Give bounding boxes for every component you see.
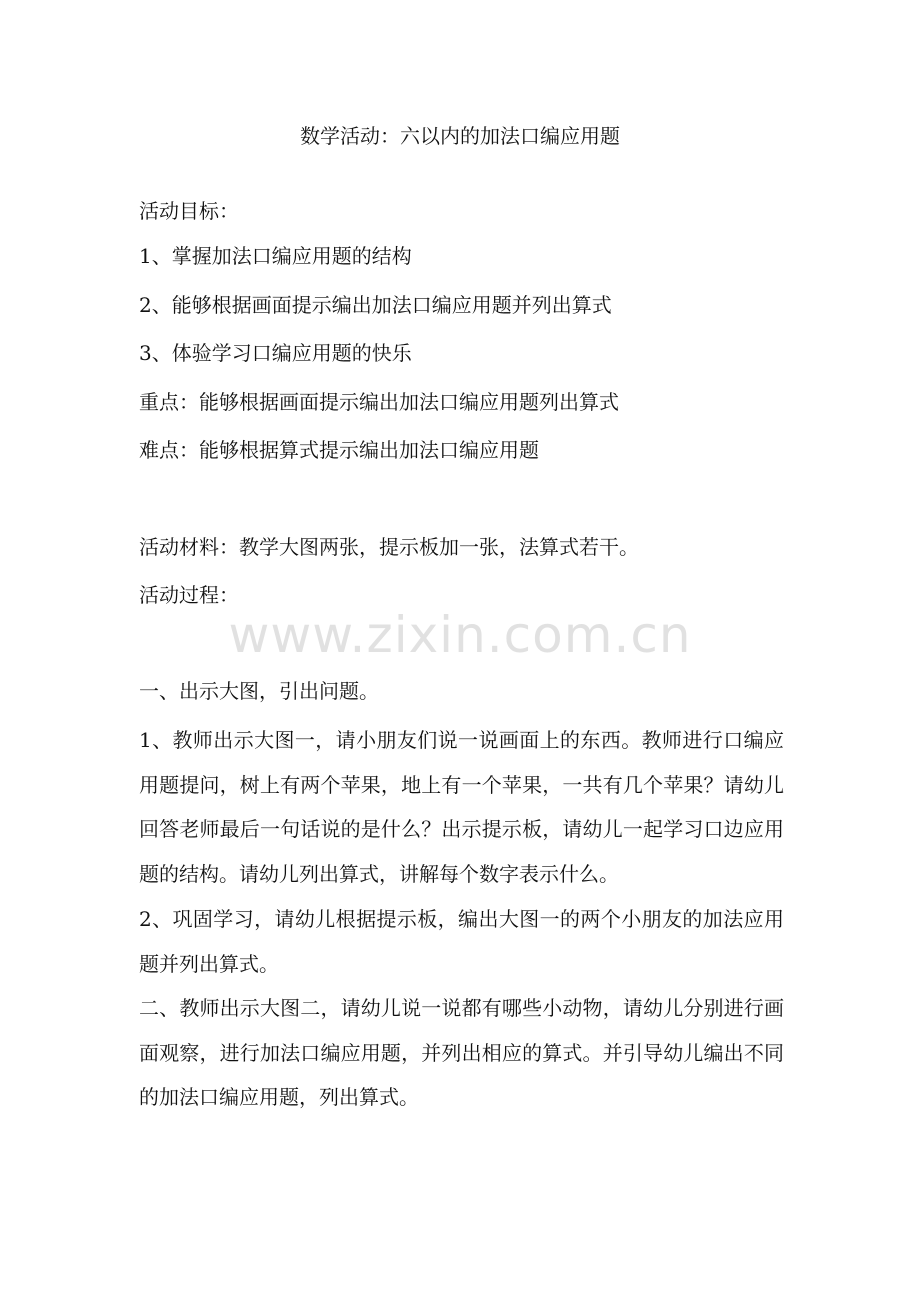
difficulty-point: 难点：能够根据算式提示编出加法口编应用题 [139, 438, 539, 462]
goal-item-2: 2、能够根据画面提示编出加法口编应用题并列出算式 [139, 293, 612, 317]
key-point: 重点：能够根据画面提示编出加法口编应用题列出算式 [139, 390, 619, 414]
step-two: 二、教师出示大图二，请幼儿说一说都有哪些小动物，请幼儿分别进行画面观察，进行加法口编应用题，并列出相应的算式。并引导幼儿编出不同的加法口编应用题，列出算式。 [139, 996, 784, 1110]
step-one-item-2: 2、巩固学习，请幼儿根据提示板，编出大图一的两个小朋友的加法应用题并列出算式。 [139, 907, 784, 976]
process-heading: 活动过程： [139, 583, 239, 607]
document-title: 数学活动：六以内的加法口编应用题 [300, 124, 620, 148]
step-one-item-1: 1、教师出示大图一，请小朋友们说一说画面上的东西。教师进行口编应用题提问，树上有两个苹果，地上有一个苹果，一共有几个苹果？请幼儿回答老师最后一句话说的是什么？出示提示板，请幼儿一起学习口边应用题的结构。请幼儿列出算式，讲解每个数字表示什么。 [139, 728, 784, 887]
goal-item-3: 3、体验学习口编应用题的快乐 [139, 341, 412, 365]
materials: 活动材料：教学大图两张，提示板加一张，法算式若干。 [139, 535, 639, 559]
goal-item-1: 1、掌握加法口编应用题的结构 [139, 244, 412, 268]
watermark: www.zixin.com.cn [228, 606, 692, 664]
step-one-heading: 一、出示大图，引出问题。 [139, 679, 379, 703]
goals-heading: 活动目标： [139, 199, 239, 223]
